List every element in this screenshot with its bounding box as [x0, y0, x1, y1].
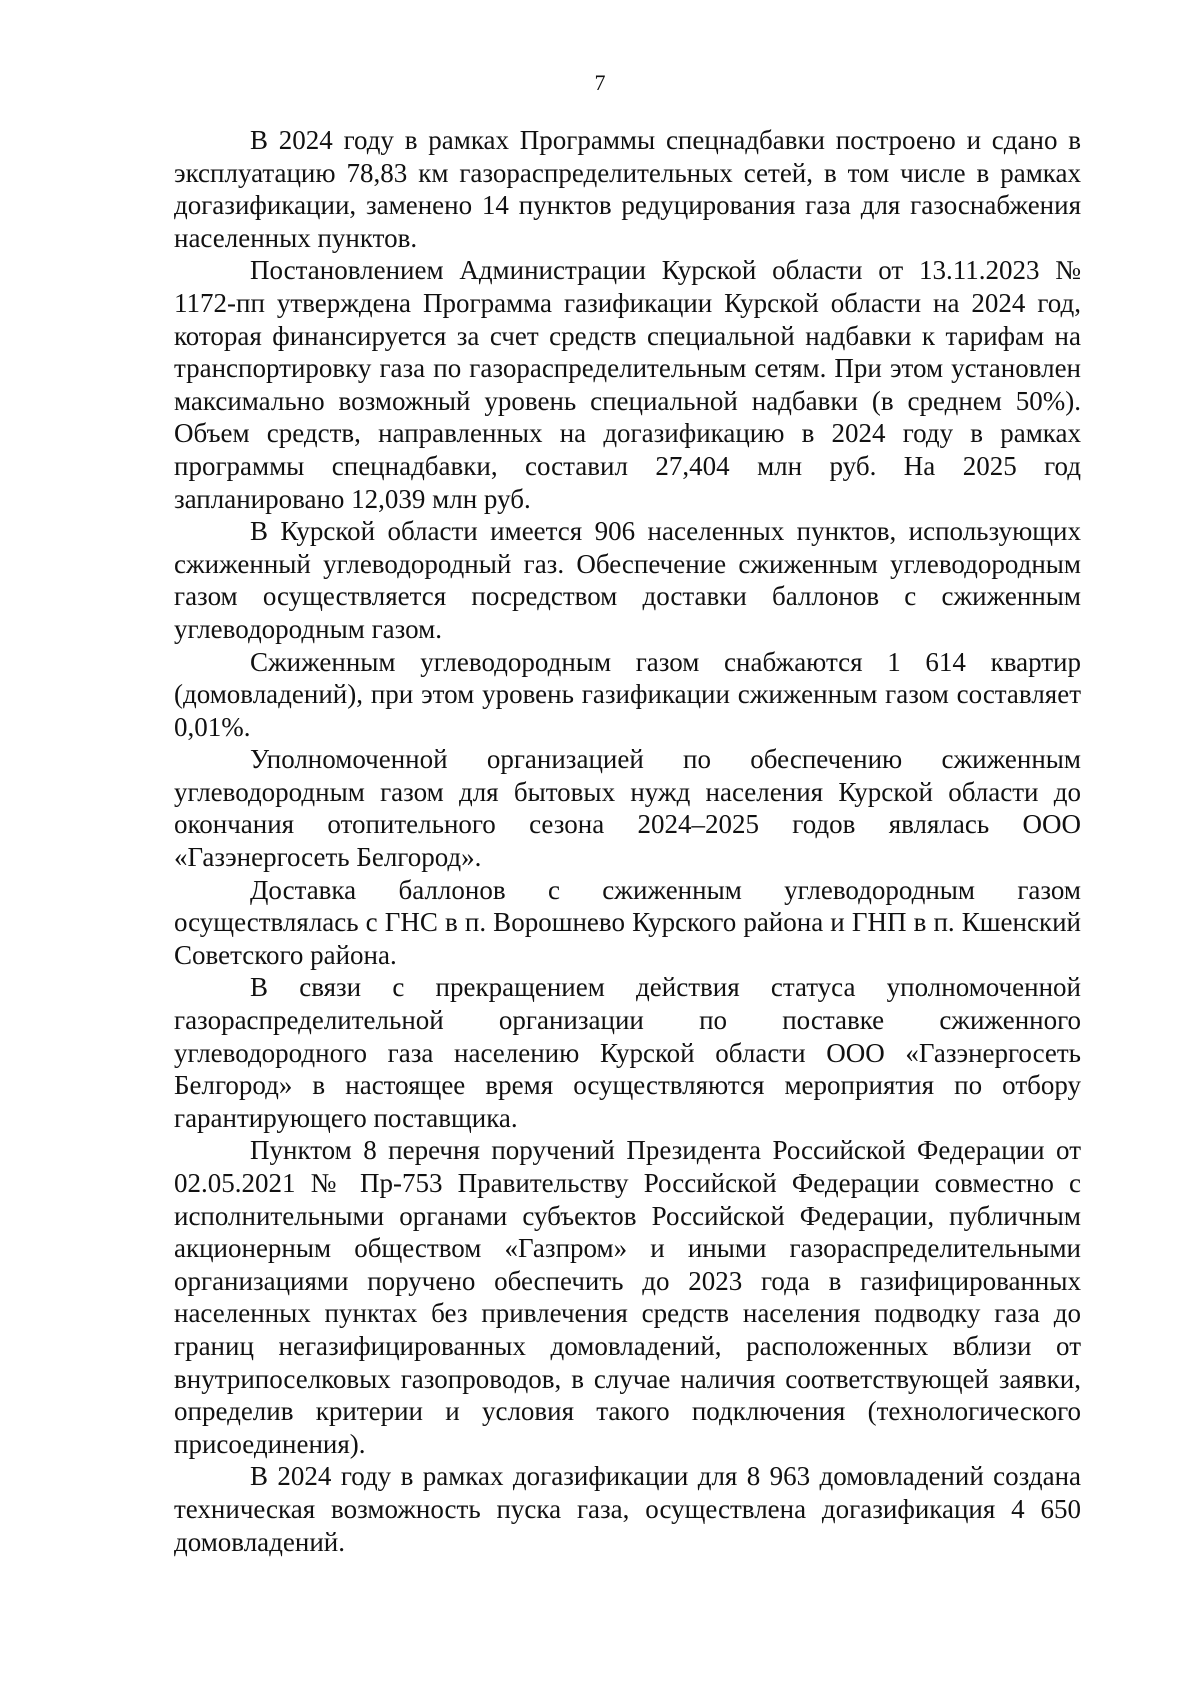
page-number: 7	[594, 70, 606, 95]
paragraph-lpg-settlements: В Курской области имеется 906 населенных пунктов, использующих сжиженный углеводородный газ. Обеспечение сжиженным углеводородным газом осуществляется посредством доставки баллонов с сжиженным углеводородным газом.	[174, 516, 1081, 644]
paragraph-lpg-apartments: Сжиженным углеводородным газом снабжаются 1 614 квартир (домовладений), при этом уровень газификации сжиженным газом составляет 0,01%.	[174, 646, 1081, 742]
paragraph-spec-surcharge-program: В 2024 году в рамках Программы спецнадбавки построено и сдано в эксплуатацию 78,83 км газораспределительных сетей, в том числе в рамках догазификации, заменено 14 пунктов редуцирования газа для газоснабжения населенных пунктов.	[174, 125, 1081, 253]
paragraph-presidential-instructions: Пунктом 8 перечня поручений Президента Российской Федерации от 02.05.2021 № Пр-753 Правительству Российской Федерации совместно с исполнительными органами субъектов Российской Федерации, публичным акционерным обществом «Газпром» и иными газораспределительными организациями поручено обеспечить до 2023 года в газифицированных населенных пунктах без привлечения средств населения подводку газа до границ негазифицированных домовладений, расположенных вблизи от внутрипоселковых газопроводов, в случае наличия соответствующей заявки, определив критерии и условия такого подключения (технологического присоединения).	[174, 1135, 1081, 1459]
paragraph-supplier-selection: В связи с прекращением действия статуса уполномоченной газораспределительной организации по поставке сжиженного углеводородного газа населению Курской области ООО «Газэнергосеть Белгород» в настоящее время осуществляются мероприятия по отбору гарантирующего поставщика.	[174, 972, 1081, 1133]
paragraph-gasification-program-resolution: Постановлением Администрации Курской области от 13.11.2023 № 1172-пп утверждена Программа газификации Курской области на 2024 год, которая финансируется за счет средств специальной надбавки к тарифам на транспортировку газа по газораспределительным сетям. При этом установлен максимально возможный уровень специальной надбавки (в среднем 50%). Объем средств, направленных на догазификацию в 2024 году в рамках программы спецнадбавки, составил 27,404 млн руб. На 2025 год запланировано 12,039 млн руб.	[174, 255, 1081, 514]
paragraph-authorized-organization: Уполномоченной организацией по обеспечению сжиженным углеводородным газом для бытовых нужд населения Курской области до окончания отопительного сезона 2024–2025 годов являлась ООО «Газэнергосеть Белгород».	[174, 744, 1081, 873]
paragraph-cylinder-delivery: Доставка баллонов с сжиженным углеводородным газом осуществлялась с ГНС в п. Ворошнево Курского района и ГНП в п. Кшенский Советского района.	[174, 874, 1081, 970]
paragraph-additional-gasification-results: В 2024 году в рамках догазификации для 8 963 домовладений создана техническая возможность пуска газа, осуществлена догазификация 4 650 домовладений.	[174, 1461, 1081, 1557]
document-body	[174, 124, 1081, 1558]
